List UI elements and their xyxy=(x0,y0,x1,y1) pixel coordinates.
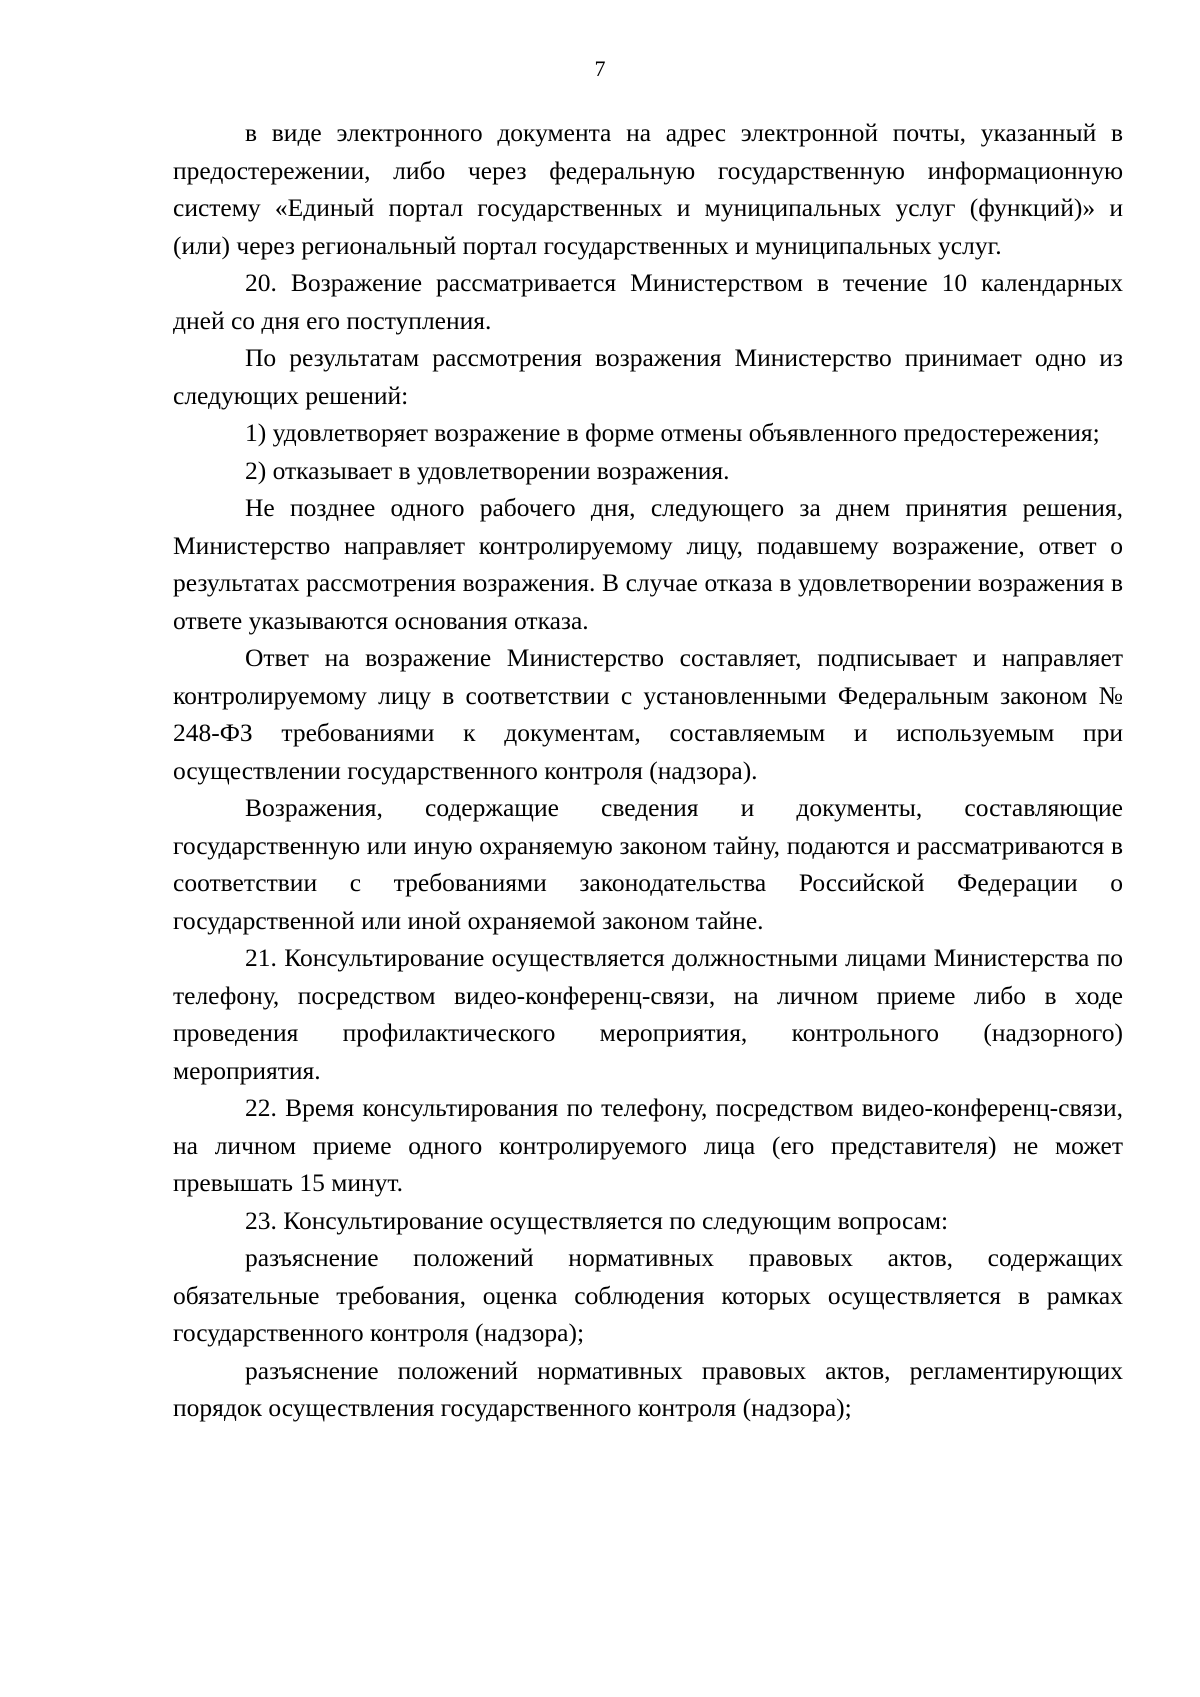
page-number: 7 xyxy=(594,56,606,81)
paragraph-response-deadline: Не позднее одного рабочего дня, следующего за днем принятия решения, Министерство направляет контролируемому лицу, подавшему возражение, ответ о результатах рассмотрения возражения. В случае отказа в удовлетворении возражения в ответе указываются основания отказа. xyxy=(173,493,1123,635)
paragraph-response-signing: Ответ на возражение Министерство составляет, подписывает и направляет контролируемому лицу в соответствии с установленными Федеральным законом № 248-ФЗ требованиями к документам, составляемым и используемым при осуществлении государственного контроля (надзора). xyxy=(173,643,1123,785)
paragraph-secret-objections: Возражения, содержащие сведения и документы, составляющие государственную или иную охраняемую законом тайну, подаются и рассматриваются в соответствии с требованиями законодательства Российской Федерации о государственной или иной охраняемой законом тайне. xyxy=(173,793,1123,935)
paragraph-decision-1: 1) удовлетворяет возражение в форме отмены объявленного предостережения; xyxy=(245,418,1100,447)
paragraph-item-22: 22. Время консультирования по телефону, посредством видео-конференц-связи, на личном приеме одного контролируемого лица (его представителя) не может превышать 15 минут. xyxy=(173,1093,1123,1197)
paragraph-topic-1: разъяснение положений нормативных правовых актов, содержащих обязательные требования, оценка соблюдения которых осуществляется в рамках государственного контроля (надзора); xyxy=(173,1243,1123,1347)
paragraph-review-results: По результатам рассмотрения возражения Министерство принимает одно из следующих решений: xyxy=(173,343,1123,410)
paragraph-item-21: 21. Консультирование осуществляется должностными лицами Министерства по телефону, посредством видео-конференц-связи, на личном приеме либо в ходе проведения профилактического мероприятия, контрольного (надзорного) мероприятия. xyxy=(173,943,1123,1085)
document-body xyxy=(173,114,1123,1427)
paragraph-item-20: 20. Возражение рассматривается Министерством в течение 10 календарных дней со дня его поступления. xyxy=(173,268,1123,335)
paragraph-continuation: в виде электронного документа на адрес электронной почты, указанный в предостережении, либо через федеральную государственную информационную систему «Единый портал государственных и муниципальных услуг (функций)» и (или) через региональный портал государственных и муниципальных услуг. xyxy=(173,118,1123,260)
paragraph-decision-2: 2) отказывает в удовлетворении возражения. xyxy=(245,455,730,485)
paragraph-item-23: 23. Консультирование осуществляется по следующим вопросам: xyxy=(245,1205,949,1235)
paragraph-topic-2: разъяснение положений нормативных правовых актов, регламентирующих порядок осуществления государственного контроля (надзора); xyxy=(173,1355,1123,1422)
